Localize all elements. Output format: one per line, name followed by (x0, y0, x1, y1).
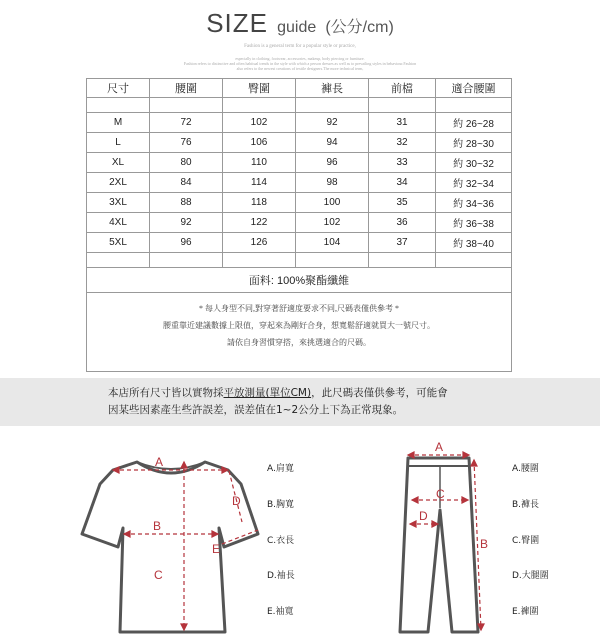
cell: 80 (150, 153, 223, 173)
cell: 98 (296, 173, 369, 193)
shirt-letter-c: C (154, 568, 163, 582)
header-size: 尺寸 (87, 79, 150, 98)
shirt-letter-e: E (212, 542, 221, 556)
shirt-legend-b: B.胸寬 (267, 500, 295, 510)
pants-legend-c: C.臀圍 (512, 536, 540, 546)
header-waist: 腰圍 (150, 79, 223, 98)
cell: 76 (150, 133, 223, 153)
cell: 5XL (87, 233, 150, 253)
header-hip: 臀圍 (223, 79, 296, 98)
subtitle-line-3: Fashion refers to distinctive and often habitual trends in the style with which a person dresses as well as to prevailing styles in behaviour.Fashion (183, 61, 417, 66)
shirt-legend-d: D.袖長 (267, 571, 295, 581)
cell: 33 (369, 153, 436, 173)
cell: 2XL (87, 173, 150, 193)
cell: 84 (150, 173, 223, 193)
cell: 約 34~36 (436, 193, 512, 213)
cell: 100 (296, 193, 369, 213)
pants-legend-b: B.褲長 (512, 500, 540, 510)
shirt-legend-c: C.衣長 (267, 536, 295, 546)
disclaimer-line-2: 因某些因素產生些許誤差，誤差值在1~2公分上下為正常現象。 (108, 404, 404, 416)
cell: 32 (369, 133, 436, 153)
cell: 104 (296, 233, 369, 253)
pants-legend-e: E.褲圍 (512, 607, 539, 617)
pants-illustration (400, 458, 478, 632)
header-length: 褲長 (296, 79, 369, 98)
cell: 88 (150, 193, 223, 213)
cell: 約 38~40 (436, 233, 512, 253)
cell: 72 (150, 113, 223, 133)
cell: 118 (223, 193, 296, 213)
cell: 126 (223, 233, 296, 253)
cell: L (87, 133, 150, 153)
pants-letter-b: B (480, 537, 489, 551)
cell: 102 (223, 113, 296, 133)
cell: XL (87, 153, 150, 173)
disclaimer-text: ，此尺碼表僅供參考，可能會 (311, 387, 448, 399)
cell: 114 (223, 173, 296, 193)
shirt-letter-d: D (232, 494, 241, 508)
note-line-2: 腰重靠近建議數據上限值，穿起來為剛好合身，想寬鬆舒適就買大一號尺寸。 (163, 321, 435, 330)
subtitle-line-2: especially in clothing, footwear, accessories, makeup, body piercing or furniture. (235, 56, 365, 61)
pants-letter-a: A (435, 440, 444, 454)
disclaimer-underlined: 平放測量(單位CM) (223, 387, 312, 399)
cell: 34 (369, 173, 436, 193)
cell: 約 36~38 (436, 213, 512, 233)
shirt-letter-b: B (153, 519, 162, 533)
tshirt-illustration (82, 462, 258, 632)
cell: 約 30~32 (436, 153, 512, 173)
cell: 110 (223, 153, 296, 173)
shirt-legend-a: A.肩寬 (267, 464, 294, 474)
cell: 96 (296, 153, 369, 173)
title-size: SIZE (206, 8, 268, 38)
shirt-legend-e: E.袖寬 (267, 607, 294, 617)
pants-letter-d: D (419, 509, 428, 523)
pants-legend-a: A.腰圍 (512, 464, 539, 474)
cell: 約 32~34 (436, 173, 512, 193)
cell: 122 (223, 213, 296, 233)
cell: 102 (296, 213, 369, 233)
pants-legend-d: D.大腿圍 (512, 571, 549, 581)
note-line-3: 請依自身習慣穿搭，來挑選適合的尺碼。 (227, 338, 371, 347)
cell: 3XL (87, 193, 150, 213)
note-line-1: * 每人身型不同,對穿著舒適度要求不同,尺碼表僅供參考 * (199, 304, 399, 313)
tshirt-measure-lines (113, 462, 258, 630)
cell: 約 26~28 (436, 113, 512, 133)
pants-letter-c: C (436, 487, 445, 501)
shirt-letter-a: A (155, 455, 164, 469)
cell: 92 (150, 213, 223, 233)
cell: M (87, 113, 150, 133)
cell: 106 (223, 133, 296, 153)
subtitle-line-4: also refers to the newest creations of textile designers.The more technical term, (236, 66, 364, 71)
cell: 36 (369, 213, 436, 233)
cell: 31 (369, 113, 436, 133)
title-unit: (公分/cm) (325, 19, 394, 36)
cell: 37 (369, 233, 436, 253)
cell: 約 28~30 (436, 133, 512, 153)
cell: 35 (369, 193, 436, 213)
cell: 96 (150, 233, 223, 253)
fabric-text: 面料: 100%聚酯纖維 (87, 268, 512, 293)
cell: 92 (296, 113, 369, 133)
header-fit-waist: 適合腰圍 (436, 79, 512, 98)
cell: 4XL (87, 213, 150, 233)
subtitle-line-1: Fashion is a general term for a popular style or practice, (244, 44, 356, 49)
disclaimer-text: 本店所有尺寸皆以實物採 (108, 387, 224, 399)
cell: 94 (296, 133, 369, 153)
title-guide: guide (277, 19, 317, 36)
header-rise: 前檔 (369, 79, 436, 98)
